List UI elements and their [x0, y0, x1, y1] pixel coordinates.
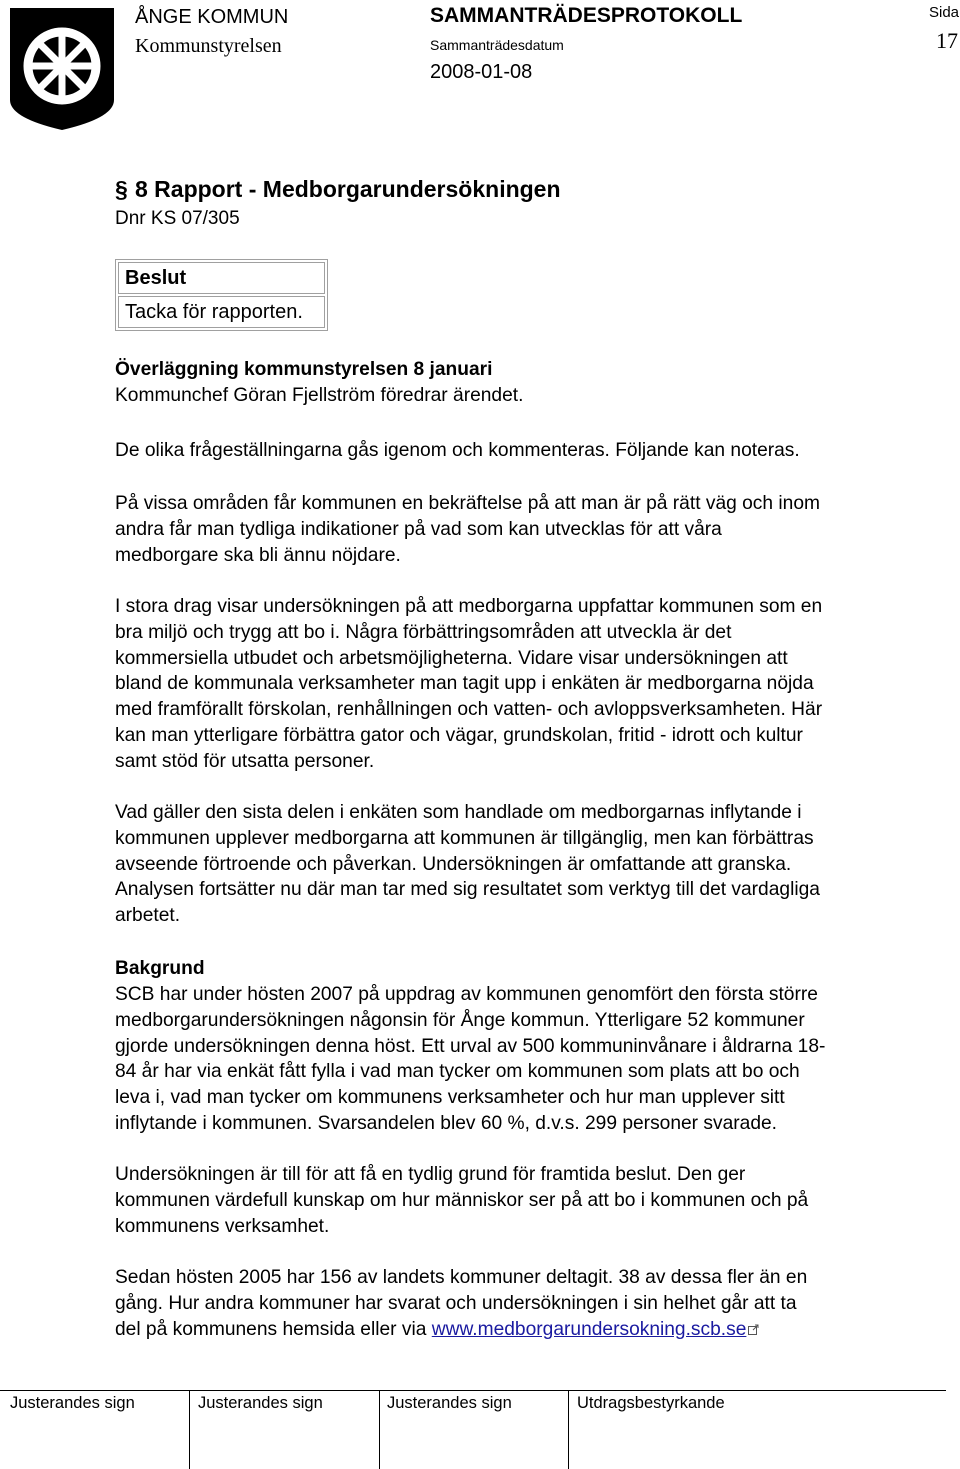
footer-divider	[0, 1390, 946, 1391]
paragraph	[115, 800, 945, 929]
footer-separator	[189, 1390, 190, 1469]
section-bullet-icon: §	[115, 176, 128, 202]
text-line: medborgarundersökningen någonsin för Ånge kommun. Ytterligare 52 kommuner	[115, 1009, 805, 1031]
text-line: arbetet.	[115, 905, 181, 927]
paragraph	[115, 982, 945, 1137]
text-line: kan man ytterligare förbättra gator och vägar, grundskolan, fritid - idrott och kultur	[115, 724, 803, 746]
text-line: inflytande i kommunen. Svarsandelen blev 60 %, d.v.s. 299 personer svarade.	[115, 1112, 777, 1134]
text-line: med framförallt förskolan, renhållningen och vatten- och avloppsverksamheten. Här	[115, 699, 823, 721]
footer-sign-field: Justerandes sign	[387, 1394, 512, 1412]
text-line: kommunen upplever medborgarna att kommunen är tillgänglig, men kan förbättras	[115, 827, 814, 849]
paragraph	[115, 1265, 945, 1342]
item-heading	[115, 176, 561, 203]
item-heading-text: 8 Rapport - Medborgarundersökningen	[135, 176, 561, 202]
text-line: Sedan hösten 2005 har 156 av landets kommuner deltagit. 38 av dessa fler än en	[115, 1267, 808, 1288]
decision-label: Beslut	[118, 262, 325, 294]
text-line: medborgare ska bli ännu nöjdare.	[115, 544, 401, 566]
footer-separator	[379, 1390, 380, 1469]
footer-sign-field: Justerandes sign	[198, 1394, 323, 1412]
paragraph	[115, 1162, 945, 1239]
text-line: Vad gäller den sista delen i enkäten som handlade om medborgarnas inflytande i	[115, 802, 802, 823]
protocol-title: SAMMANTRÄDESPROTOKOLL	[430, 4, 743, 27]
meeting-date: 2008-01-08	[430, 61, 533, 83]
text-line: avseende förtroende och påverkan. Undersökningen är omfattande att granska.	[115, 853, 792, 875]
survey-website-link[interactable]: www.medborgarundersokning.scb.se	[431, 1318, 747, 1340]
paragraph	[115, 594, 945, 775]
text-line: samt stöd för utsatta personer.	[115, 750, 375, 772]
external-link-icon	[748, 1324, 759, 1335]
decision-box	[115, 259, 328, 331]
text-line: kommersiella utbudet och arbetsmöjligheterna. Vidare visar undersökningen att	[115, 647, 788, 669]
board-name: Kommunstyrelsen	[135, 35, 282, 57]
deliberation-line: De olika frågeställningarna gås igenom och kommenteras. Följande kan noteras.	[115, 440, 800, 461]
text-line: gjorde undersökningen denna höst. Ett urval av 500 kommuninvånare i åldrarna 18-	[115, 1035, 826, 1057]
link-prefix-text: del på kommunens hemsida eller via	[115, 1318, 432, 1340]
municipality-logo	[6, 4, 118, 132]
text-line: 84 år har via enkät fått fylla i vad man tycker om kommunen som plats att bo och	[115, 1061, 800, 1083]
page-label: Sida	[929, 4, 960, 21]
text-line: andra får man tydliga indikationer på vad som kan utvecklas för att våra	[115, 518, 722, 540]
municipality-name: ÅNGE KOMMUN	[135, 6, 289, 28]
deliberation-line: Kommunchef Göran Fjellström föredrar ärendet.	[115, 385, 524, 406]
case-number: Dnr KS 07/305	[115, 208, 240, 229]
page-number: 17	[936, 28, 958, 53]
paragraph	[115, 491, 945, 568]
text-line: bland de kommunala verksamheter man tagit upp i enkäten är medborgarna nöjda	[115, 673, 814, 695]
deliberation-heading: Överläggning kommunstyrelsen 8 januari	[115, 359, 493, 380]
text-line: SCB har under hösten 2007 på uppdrag av kommunen genomfört den första större	[115, 984, 818, 1005]
footer-certification-field: Utdragsbestyrkande	[577, 1394, 725, 1412]
text-line: I stora drag visar undersökningen på att medborgarna uppfattar kommunen som en	[115, 596, 823, 617]
text-line: På vissa områden får kommunen en bekräftelse på att man är på rätt väg och inom	[115, 493, 820, 514]
text-line: leva i, vad man tycker om kommunens verksamheter och hur man upplever sitt	[115, 1087, 785, 1109]
text-line: bra miljö och trygg att bo i. Några förbättringsområden att utveckla är det	[115, 621, 732, 643]
text-line: gång. Hur andra kommuner har svarat och undersökningen i sin helhet går att ta	[115, 1292, 797, 1314]
text-line	[115, 1317, 945, 1343]
text-line: Analysen fortsätter nu där man tar med sig resultatet som verktyg till det vardagliga	[115, 879, 820, 901]
meeting-date-label: Sammanträdesdatum	[430, 37, 564, 53]
background-heading: Bakgrund	[115, 958, 205, 979]
text-line: kommunen värdefull kunskap om hur människor ser på att bo i kommunen och på	[115, 1189, 809, 1211]
text-line: Undersökningen är till för att få en tydlig grund för framtida beslut. Den ger	[115, 1164, 746, 1185]
text-line: kommunens verksamhet.	[115, 1215, 330, 1237]
footer-separator	[568, 1390, 569, 1469]
footer-sign-field: Justerandes sign	[10, 1394, 135, 1412]
decision-text: Tacka för rapporten.	[118, 296, 325, 328]
